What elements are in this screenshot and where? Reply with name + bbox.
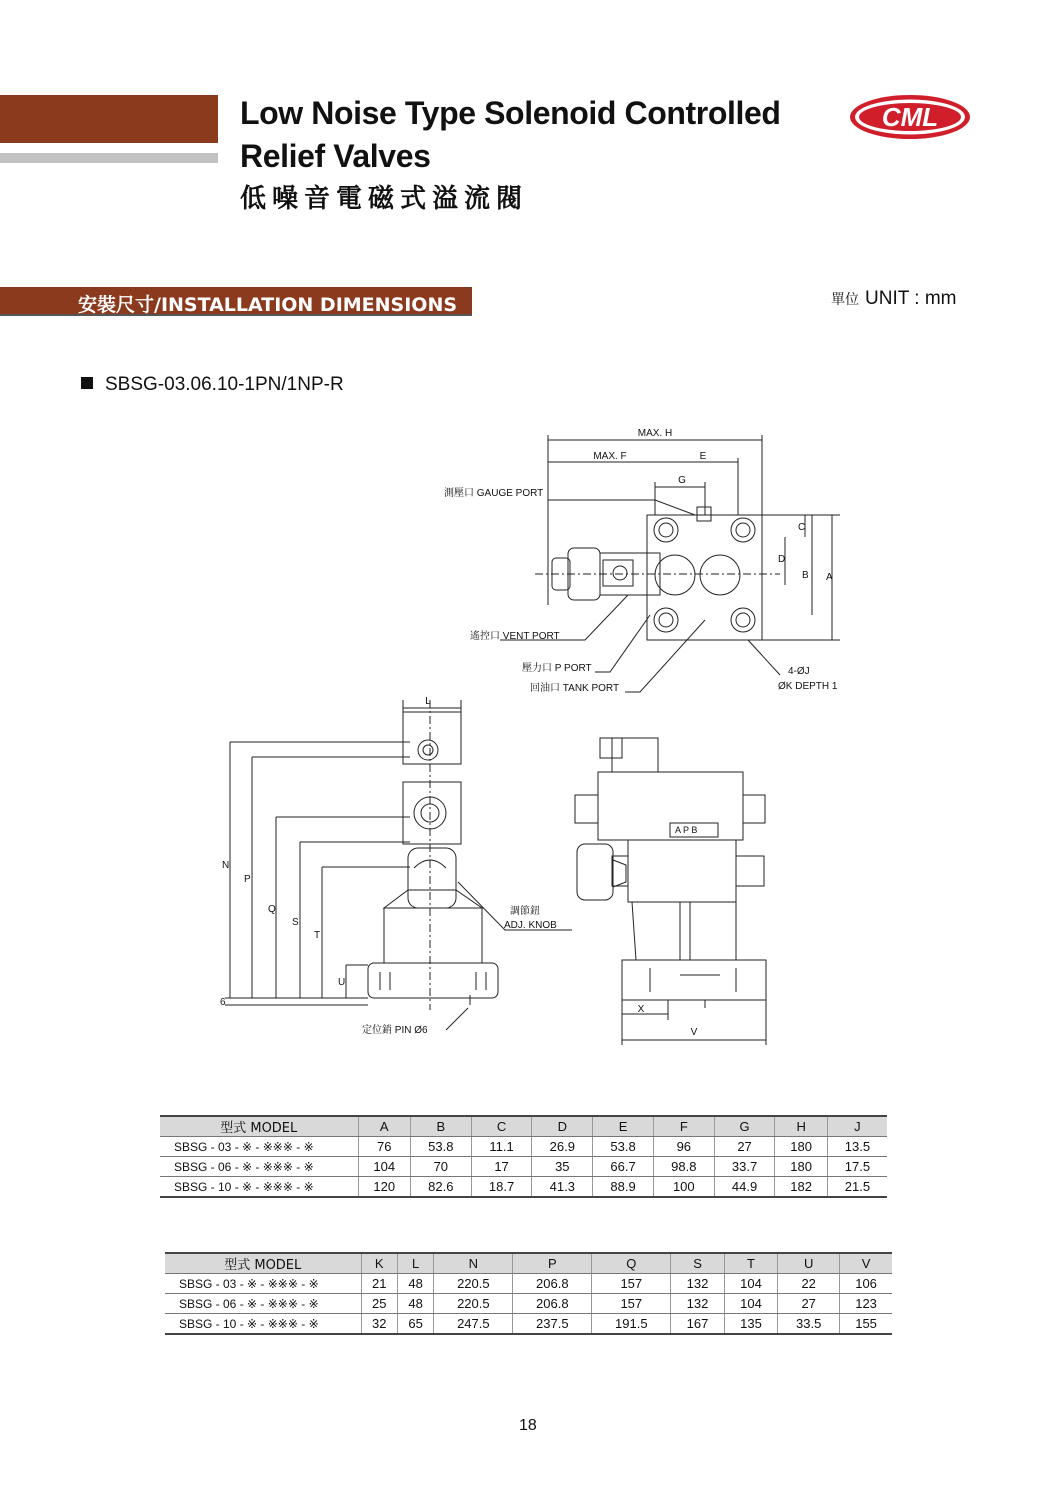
table-cell: 120 (358, 1177, 410, 1198)
dim-e: E (699, 451, 707, 462)
table-cell: 132 (671, 1294, 724, 1314)
table-header-cell: U (778, 1253, 840, 1274)
dim-u: U (338, 977, 346, 988)
table-header-cell: 型式 MODEL (160, 1116, 358, 1137)
table-cell: 237.5 (513, 1314, 592, 1335)
table-cell: 220.5 (434, 1294, 513, 1314)
table-cell: 41.3 (532, 1177, 593, 1198)
dim-6: 6 (220, 997, 226, 1008)
table-row (160, 1157, 887, 1177)
dim-d: D (778, 554, 786, 565)
table-cell: 53.8 (410, 1137, 471, 1157)
model-heading (81, 374, 344, 396)
table-row (165, 1314, 892, 1335)
page-subtitle-cn: 低噪音電磁式溢流閥 (240, 184, 529, 214)
table-header-cell: 型式 MODEL (165, 1253, 361, 1274)
table-cell: 206.8 (513, 1274, 592, 1294)
table-row (160, 1137, 887, 1157)
table-cell: 247.5 (434, 1314, 513, 1335)
dimensions-table-2 (165, 1252, 892, 1335)
table-cell: 70 (410, 1157, 471, 1177)
table-cell: 25 (361, 1294, 397, 1314)
model-heading-text: SBSG-03.06.10-1PN/1NP-R (105, 374, 344, 395)
dim-max-h: MAX. H (637, 428, 673, 439)
table-cell: 206.8 (513, 1294, 592, 1314)
table-cell: 104 (358, 1157, 410, 1177)
dim-max-f: MAX. F (593, 451, 627, 462)
table-cell: 132 (671, 1274, 724, 1294)
table-cell: 65 (397, 1314, 433, 1335)
table-cell: 98.8 (653, 1157, 714, 1177)
holes-label-2: ØK DEPTH 1 (778, 681, 838, 692)
dim-x: X (637, 1004, 645, 1015)
table-cell: 27 (714, 1137, 775, 1157)
table-header-cell: D (532, 1116, 593, 1137)
dim-t: T (314, 930, 321, 941)
tank-port-label: 回油口 TANK PORT (530, 683, 620, 694)
pin-label: 定位銷 PIN Ø6 (362, 1025, 428, 1036)
table-cell: 96 (653, 1137, 714, 1157)
title-line-1: Low Noise Type Solenoid Controlled (240, 95, 781, 131)
table-cell: 44.9 (714, 1177, 775, 1198)
unit-label-cn: 單位 (831, 292, 859, 308)
table-cell: 33.5 (778, 1314, 840, 1335)
table-header-row (165, 1253, 892, 1274)
table-cell: 53.8 (593, 1137, 654, 1157)
table-header-cell: S (671, 1253, 724, 1274)
table-header-cell: H (775, 1116, 827, 1137)
table-header-cell: V (840, 1253, 892, 1274)
table-cell: SBSG - 06 - ※ - ※※※ - ※ (160, 1157, 358, 1177)
table-cell: 182 (775, 1177, 827, 1198)
table-cell: 18.7 (471, 1177, 532, 1198)
table-cell: 27 (778, 1294, 840, 1314)
table-cell: 21 (361, 1274, 397, 1294)
page-title (240, 92, 781, 178)
title-line-2: Relief Valves (240, 138, 431, 174)
table-cell: 35 (532, 1157, 593, 1177)
dim-q: Q (268, 904, 276, 915)
table-cell: 11.1 (471, 1137, 532, 1157)
table-cell: 13.5 (827, 1137, 887, 1157)
dim-n: N (222, 860, 230, 871)
table-header-cell: E (593, 1116, 654, 1137)
table-header-cell: A (358, 1116, 410, 1137)
table-header-cell: C (471, 1116, 532, 1137)
table-header-cell: B (410, 1116, 471, 1137)
dim-v: V (690, 1027, 698, 1038)
table-cell: 157 (592, 1294, 671, 1314)
table-row (165, 1294, 892, 1314)
table-cell: SBSG - 10 - ※ - ※※※ - ※ (165, 1314, 361, 1335)
table-cell: 48 (397, 1294, 433, 1314)
table-cell: 135 (724, 1314, 777, 1335)
p-port-label: 壓力口 P PORT (522, 663, 592, 674)
table-header-cell: G (714, 1116, 775, 1137)
dim-c: C (798, 522, 806, 533)
table-cell: 82.6 (410, 1177, 471, 1198)
table-cell: SBSG - 06 - ※ - ※※※ - ※ (165, 1294, 361, 1314)
vent-port-label: 遙控口 VENT PORT (470, 631, 560, 642)
dim-b: B (802, 570, 809, 581)
table-cell: 88.9 (593, 1177, 654, 1198)
table-cell: 123 (840, 1294, 892, 1314)
table-cell: 48 (397, 1274, 433, 1294)
table-cell: SBSG - 03 - ※ - ※※※ - ※ (165, 1274, 361, 1294)
header-gray-bar (0, 153, 218, 163)
table-header-cell: L (397, 1253, 433, 1274)
adj-knob-label: ADJ. KNOB (504, 920, 557, 931)
table-header-cell: N (434, 1253, 513, 1274)
table-cell: 17.5 (827, 1157, 887, 1177)
section-title: 安裝尺寸/INSTALLATION DIMENSIONS (78, 294, 458, 316)
page-number: 18 (519, 1417, 537, 1434)
table-header-row (160, 1116, 887, 1137)
table-cell: 33.7 (714, 1157, 775, 1177)
table-cell: 104 (724, 1274, 777, 1294)
table-cell: 157 (592, 1274, 671, 1294)
table-cell: 22 (778, 1274, 840, 1294)
installation-drawing (200, 420, 880, 1060)
dim-g: G (678, 475, 686, 486)
table-header-cell: J (827, 1116, 887, 1137)
table-header-cell: T (724, 1253, 777, 1274)
dim-l: L (425, 696, 431, 707)
table-cell: 180 (775, 1157, 827, 1177)
table-header-cell: K (361, 1253, 397, 1274)
table-row (165, 1274, 892, 1294)
table-cell: 32 (361, 1314, 397, 1335)
bullet-square-icon (81, 377, 93, 389)
table-cell: 155 (840, 1314, 892, 1335)
table-cell: 191.5 (592, 1314, 671, 1335)
dim-a: A (826, 572, 833, 583)
table-cell: 180 (775, 1137, 827, 1157)
header-accent-bar (0, 95, 218, 143)
unit-label (831, 288, 956, 310)
table-cell: 26.9 (532, 1137, 593, 1157)
table-header-cell: P (513, 1253, 592, 1274)
table-cell: 21.5 (827, 1177, 887, 1198)
apb-label: A P B (675, 825, 698, 835)
table-cell: 106 (840, 1274, 892, 1294)
table-cell: 104 (724, 1294, 777, 1314)
cml-logo (848, 92, 972, 142)
dim-p: P (244, 874, 251, 885)
dimensions-table-1 (160, 1115, 887, 1198)
gauge-port-label: 測壓口 GAUGE PORT (444, 488, 544, 499)
logo-text: CML (881, 102, 939, 132)
table-row (160, 1177, 887, 1198)
table-header-cell: F (653, 1116, 714, 1137)
table-cell: 167 (671, 1314, 724, 1335)
table-header-cell: Q (592, 1253, 671, 1274)
table-cell: 100 (653, 1177, 714, 1198)
table-cell: 17 (471, 1157, 532, 1177)
adj-knob-label-cn: 調節鈕 (510, 906, 540, 917)
holes-label-1: 4-ØJ (788, 666, 810, 677)
table-cell: 220.5 (434, 1274, 513, 1294)
table-cell: 76 (358, 1137, 410, 1157)
unit-label-en: UNIT : mm (865, 288, 957, 309)
table-cell: SBSG - 03 - ※ - ※※※ - ※ (160, 1137, 358, 1157)
table-cell: SBSG - 10 - ※ - ※※※ - ※ (160, 1177, 358, 1198)
table-cell: 66.7 (593, 1157, 654, 1177)
dim-s: S (292, 917, 299, 928)
